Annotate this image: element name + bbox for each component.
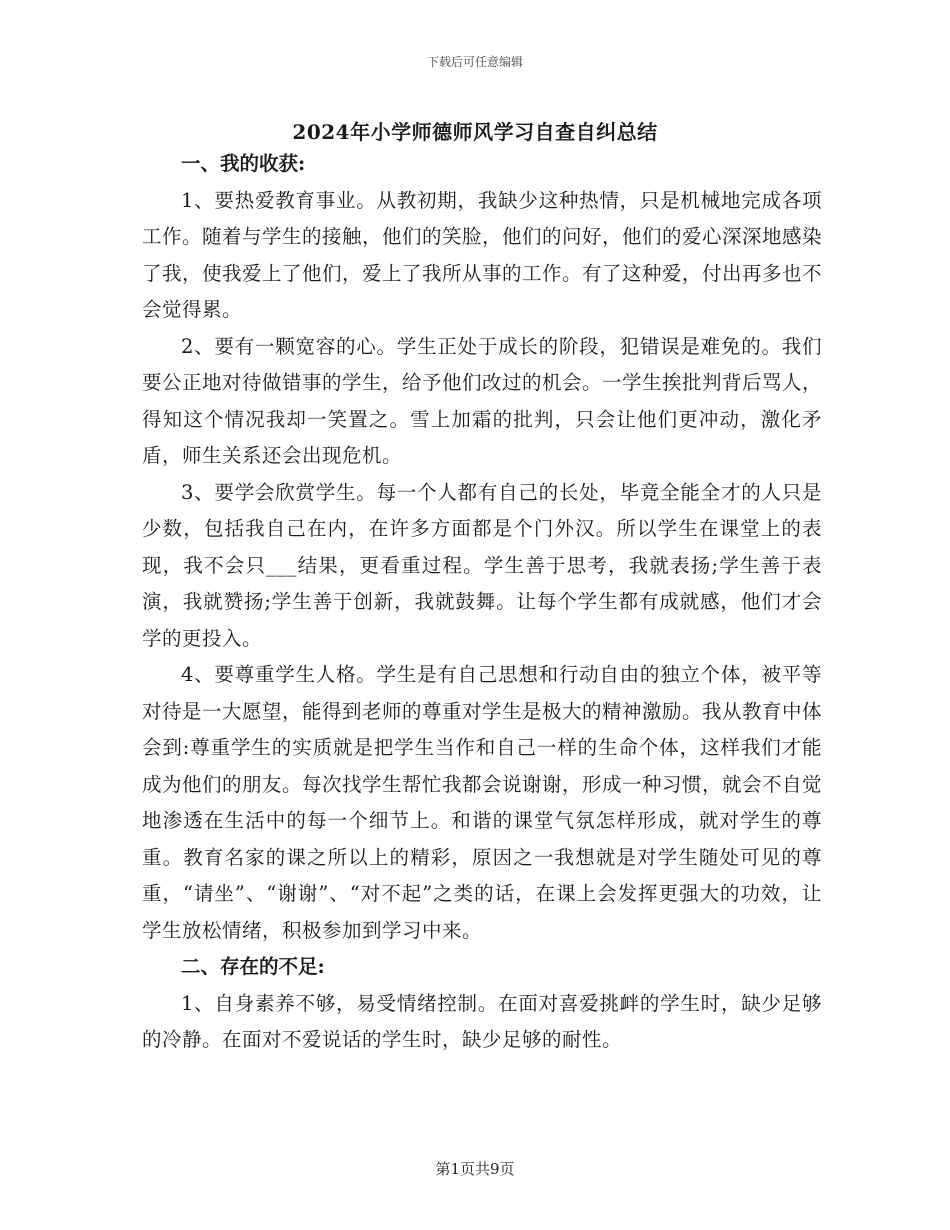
paragraph: 2、要有一颗宽容的心。学生正处于成长的阶段，犯错误是难免的。我们要公正地对待做错事的学生，给予他们改过的机会。一学生挨批判背后骂人，得知这个情况我却一笑置之。雪上加霜的批判，只会让他们更冲动，激化矛盾，师生关系还会出现危机。: [142, 334, 823, 467]
paragraph: 1、自身素养不够，易受情绪控制。在面对喜爱挑衅的学生时，缺少足够的冷静。在面对不爱说话的学生时，缺少足够的耐性。: [142, 991, 822, 1051]
paragraph: 1、要热爱教育事业。从教初期，我缺少这种热情，只是机械地完成各项工作。随着与学生的接触，他们的笑脸，他们的问好，他们的爱心深深地感染了我，使我爱上了他们，爱上了我所从事的工作。有了这种爱，付出再多也不会觉得累。: [142, 188, 823, 321]
header-note: 下载后可任意编辑: [426, 55, 523, 69]
section-heading-gains: 一、我的收获:: [181, 152, 306, 175]
section-heading-shortcomings: 二、存在的不足:: [181, 955, 325, 978]
document-title: 2024年小学师德师风学习自查自纠总结: [292, 120, 658, 144]
page-number-footer: 第1页共9页: [435, 1160, 515, 1178]
paragraph: 4、要尊重学生人格。学生是有自己思想和行动自由的独立个体，被平等对待是一大愿望，能得到老师的尊重对学生是极大的精神激励。我从教育中体会到:尊重学生的实质就是把学生当作和自己一样的生命个体，这样我们才能成为他们的朋友。每次找学生帮忙我都会说谢谢，形成一种习惯，就会不自觉地渗透在生活中的每一个细节上。和谐的课堂气氛怎样形成，就对学生的尊重。教育名家的课之所以上的精彩，原因之一我想就是对学生随处可见的尊重，“请坐”、“谢谢”、“对不起”之类的话，在课上会发挥更强大的功效，让学生放松情绪，积极参加到学习中来。: [142, 663, 823, 942]
paragraph: 3、要学会欣赏学生。每一个人都有自己的长处，毕竟全能全才的人只是少数，包括我自己在内，在许多方面都是个门外汉。所以学生在课堂上的表现，我不会只___结果，更看重过程。学生善于思考，我就表扬;学生善于表演，我就赞扬;学生善于创新，我就鼓舞。让每个学生都有成就感，他们才会学的更投入。: [142, 480, 822, 650]
document-body: [142, 146, 822, 1059]
